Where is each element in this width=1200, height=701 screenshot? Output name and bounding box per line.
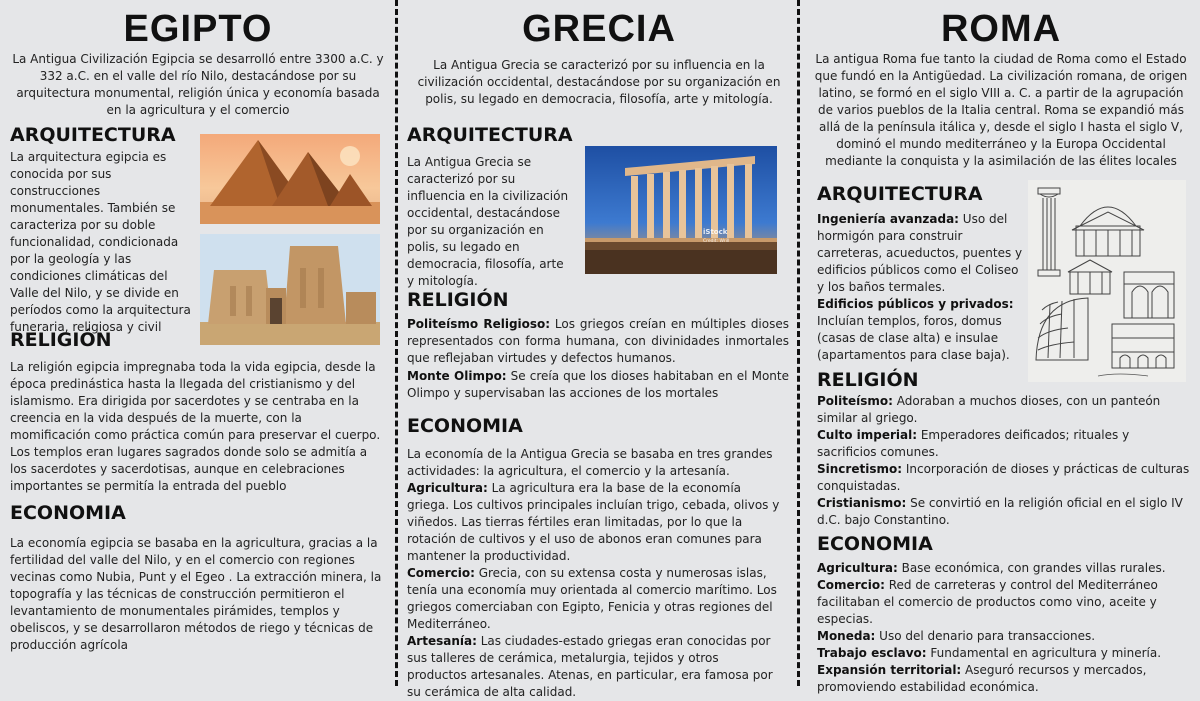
egipto-arq-text: La arquitectura egipcia es conocida por sus construcciones monumentales. También se caracteriza por su doble funcionalidad, condicionada por la geología y las condiciones climáticas del Valle del Nilo, y se divide en períodos como la arquitectura funeraria, religiosa y civil: [10, 150, 191, 334]
egipto-arq-heading: ARQUITECTURA: [10, 124, 176, 146]
egipto-eco-text: La economía egipcia se basaba en la agricultura, gracias a la fertilidad del valle del Nilo, y en el comercio con regiones vecinas como Nubia, Punt y el Egeo . La extracción minera, la topografía y las técnicas de construcción permitieron el levantamiento de monumentales pirámides, templos y obeliscos, y se desarrollaron métodos de riego y técnicas de producción agrícola: [10, 536, 382, 652]
list-item: Politeísmo: Adoraban a muchos dioses, con un panteón similar al griego.: [817, 394, 1161, 425]
grecia-intro: La Antigua Grecia se caracterizó por su influencia en la civilización occidental, destacándose por su organización en polis, su legado en democracia, filosofía, arte y mitología.: [417, 58, 781, 106]
list-item: Agricultura: Base económica, con grandes villas rurales.: [817, 561, 1166, 575]
roma-eco-heading: ECONOMIA: [817, 533, 933, 555]
grecia-eco-intro: La economía de la Antigua Grecia se basaba en tres grandes actividades: la agricultura, el comercio y la artesanía.: [407, 447, 773, 478]
list-item: Culto imperial: Emperadores deificados; rituales y sacrificios comunes.: [817, 428, 1130, 459]
egipto-column: [0, 0, 396, 686]
list-item: Comercio: Grecia, con su extensa costa y numerosas islas, tenía una economía muy orientada al comercio marítimo. Los griegos comerciaban con Egipto, Fenicia y otras regiones del Mediterráneo.: [407, 566, 777, 631]
list-item: Cristianismo: Se convirtió en la religión oficial en el siglo IV d.C. bajo Constantino.: [817, 496, 1183, 527]
list-item: Monte Olimpo: Se creía que los dioses habitaban en el Monte Olimpo y supervisaban las acciones de los mortales: [407, 369, 789, 400]
list-item: Politeísmo Religioso: Los griegos creían en múltiples dioses representados con forma humana, con divinidades inmortales que reflejaban virtudes y defectos humanos.: [407, 317, 789, 365]
pyramids-image: [200, 134, 380, 224]
grecia-column: [400, 0, 798, 699]
egipto-title: EGIPTO: [123, 8, 273, 50]
roma-column: [802, 0, 1200, 694]
list-item: Comercio: Red de carreteras y control del Mediterráneo facilitaban el comercio de productos como vino, aceite y especias.: [817, 578, 1158, 626]
image-watermark: iStock: [703, 228, 728, 236]
grecia-rel-list: [407, 316, 789, 402]
image-credit: Credit: Wrill: [703, 239, 730, 244]
roma-eco-list: [817, 560, 1192, 696]
list-item: Sincretismo: Incorporación de dioses y prácticas de culturas conquistadas.: [817, 462, 1190, 493]
greek-temple-image: [585, 146, 777, 274]
egipto-rel-heading: RELIGIÓN: [10, 329, 112, 351]
roma-arq-heading: ARQUITECTURA: [817, 183, 983, 205]
egyptian-temple-image: [200, 234, 380, 345]
list-item: Expansión territorial: Aseguró recursos y mercados, promoviendo estabilidad económica.: [817, 663, 1147, 694]
grecia-rel-heading: RELIGIÓN: [407, 289, 509, 311]
list-item: Trabajo esclavo: Fundamental en agricultura y minería.: [817, 646, 1162, 660]
roma-rel-heading: RELIGIÓN: [817, 369, 919, 391]
egipto-intro: La Antigua Civilización Egipcia se desarrolló entre 3300 a.C. y 332 a.C. en el valle del río Nilo, destacándose por su arquitectura monumental, religión única y economía basada en la agricultura y el comercio: [12, 52, 384, 117]
egipto-eco-heading: ECONOMIA: [10, 502, 126, 524]
grecia-arq-heading: ARQUITECTURA: [407, 124, 573, 146]
grecia-eco-list: [407, 446, 782, 701]
list-item: Agricultura: La agricultura era la base de la economía griega. Los cultivos principales incluían trigo, cebada, olivos y viñedos. Las tierras fértiles eran limitadas, por lo que la rotación de cultivos y el uso de abonos eran comunes para mantener la productividad.: [407, 481, 780, 563]
grecia-arq-text: La Antigua Grecia se caracterizó por su influencia en la civilización occidental, destacándose por su organización en polis, su legado en democracia, filosofía, arte y mitología.: [407, 155, 569, 288]
roma-title: ROMA: [940, 8, 1062, 50]
list-item: Artesanía: Las ciudades-estado griegas eran conocidas por sus talleres de cerámica, metalurgia, tejidos y otros productos artesanales. Atenas, en particular, era famosa por su cerámica de alta calidad.: [407, 634, 773, 699]
list-item: Ingeniería avanzada: Uso del hormigón para construir carreteras, acueductos, puentes y edificios públicos como el Coliseo y los baños termales.: [817, 212, 1023, 294]
roma-rel-list: [817, 393, 1192, 529]
list-item: Moneda: Uso del denario para transacciones.: [817, 629, 1096, 643]
roma-arq-list: [817, 211, 1027, 364]
grecia-eco-heading: ECONOMIA: [407, 415, 523, 437]
egipto-rel-text: La religión egipcia impregnaba toda la vida egipcia, desde la época predinástica hasta la llegada del cristianismo y del islamismo. Era dirigida por sacerdotes y se centraba en la creencia en la vida después de la muerte, con la momificación como práctica común para preservar el cuerpo. Los templos eran lugares sagrados donde solo se admitía a los sacerdotes y sacerdotisas, aunque en celebraciones importantes se permitía la entrada del pueblo: [10, 360, 381, 493]
roma-intro: La antigua Roma fue tanto la ciudad de Roma como el Estado que fundó en la Antigüedad. La civilización romana, de origen latino, se formó en el siglo VIII a. C. a partir de la agrupación de varios pueblos de la Italia central. Roma se expandió más allá de la península itálica y, desde el siglo I hasta el siglo V, dominó el mundo mediterráneo y la Europa Occidental mediante la conquista y la asimilación de las élites locales: [814, 52, 1188, 168]
roman-architecture-sketch: [1028, 180, 1186, 382]
list-item: Edificios públicos y privados: Incluían templos, foros, domus (casas de clase alta) e insulae (apartamentos para clase baja).: [817, 297, 1014, 362]
grecia-title: GRECIA: [522, 8, 676, 50]
